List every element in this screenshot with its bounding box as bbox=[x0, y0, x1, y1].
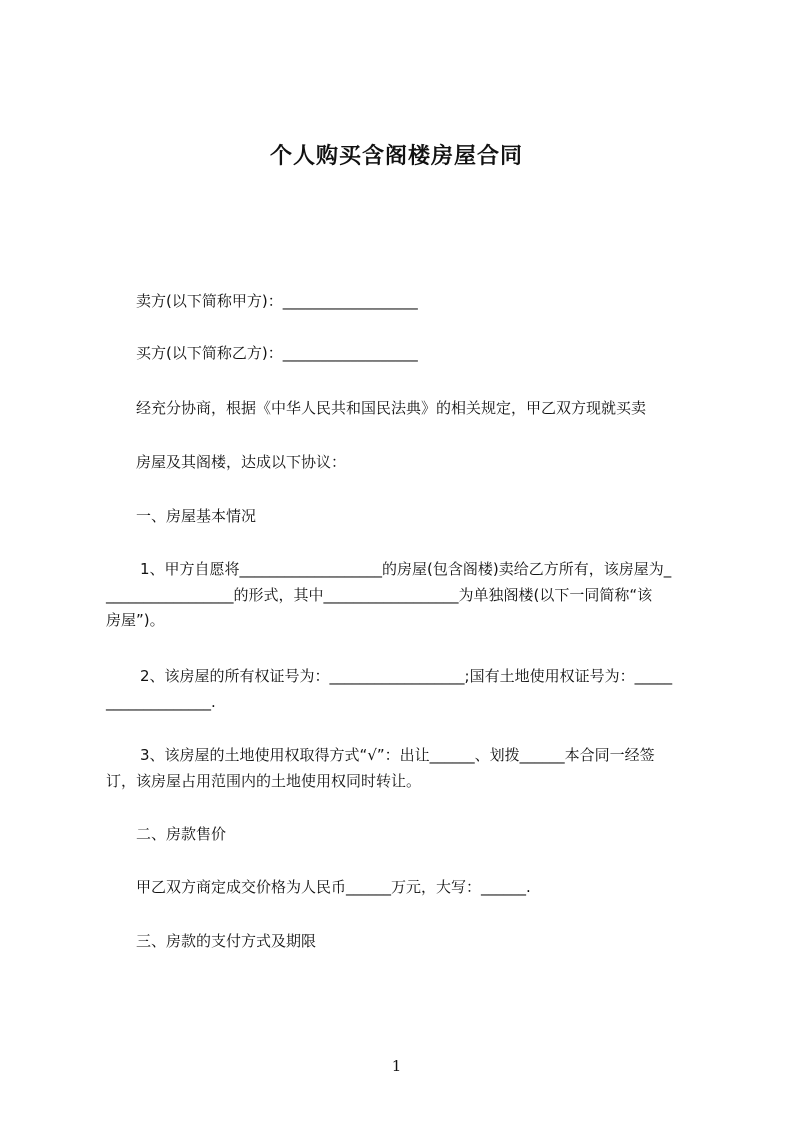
page-number: 1 bbox=[391, 1057, 402, 1075]
buyer-line: 买方(以下简称乙方)：__________________ bbox=[136, 344, 418, 362]
section-heading-basic-info: 一、房屋基本情况 bbox=[136, 507, 257, 525]
preamble-line-2: 房屋及其阁楼，达成以下协议： bbox=[136, 453, 347, 471]
clause-1-line-3: 房屋”)。 bbox=[106, 611, 165, 629]
clause-3-line-1: 3、该房屋的土地使用权取得方式“√”：出让______、划拨______本合同一经签 bbox=[140, 746, 655, 764]
clause-1-line-2: _________________的形式，其中__________________为单独阁楼(以下一同简称“该 bbox=[106, 586, 653, 604]
clause-2-line-1: 2、该房屋的所有权证号为：__________________;国有土地使用权证号为：_____ bbox=[140, 667, 673, 685]
section-heading-payment: 三、房款的支付方式及期限 bbox=[136, 932, 317, 950]
preamble-line-1: 经充分协商，根据《中华人民共和国民法典》的相关规定，甲乙双方现就买卖 bbox=[136, 399, 647, 417]
seller-line: 卖方(以下简称甲方)：__________________ bbox=[136, 292, 418, 310]
document-title: 个人购买含阁楼房屋合同 bbox=[269, 144, 523, 169]
clause-3-line-2: 订，该房屋占用范围内的土地使用权同时转让。 bbox=[106, 772, 422, 790]
section-heading-price: 二、房款售价 bbox=[136, 825, 227, 843]
price-line: 甲乙双方商定成交价格为人民币______万元，大写：______. bbox=[136, 878, 531, 896]
clause-1-line-1: 1、甲方自愿将___________________的房屋(包含阁楼)卖给乙方所有，该房屋为_ bbox=[140, 560, 672, 578]
clause-2-line-2: ______________. bbox=[106, 693, 216, 711]
